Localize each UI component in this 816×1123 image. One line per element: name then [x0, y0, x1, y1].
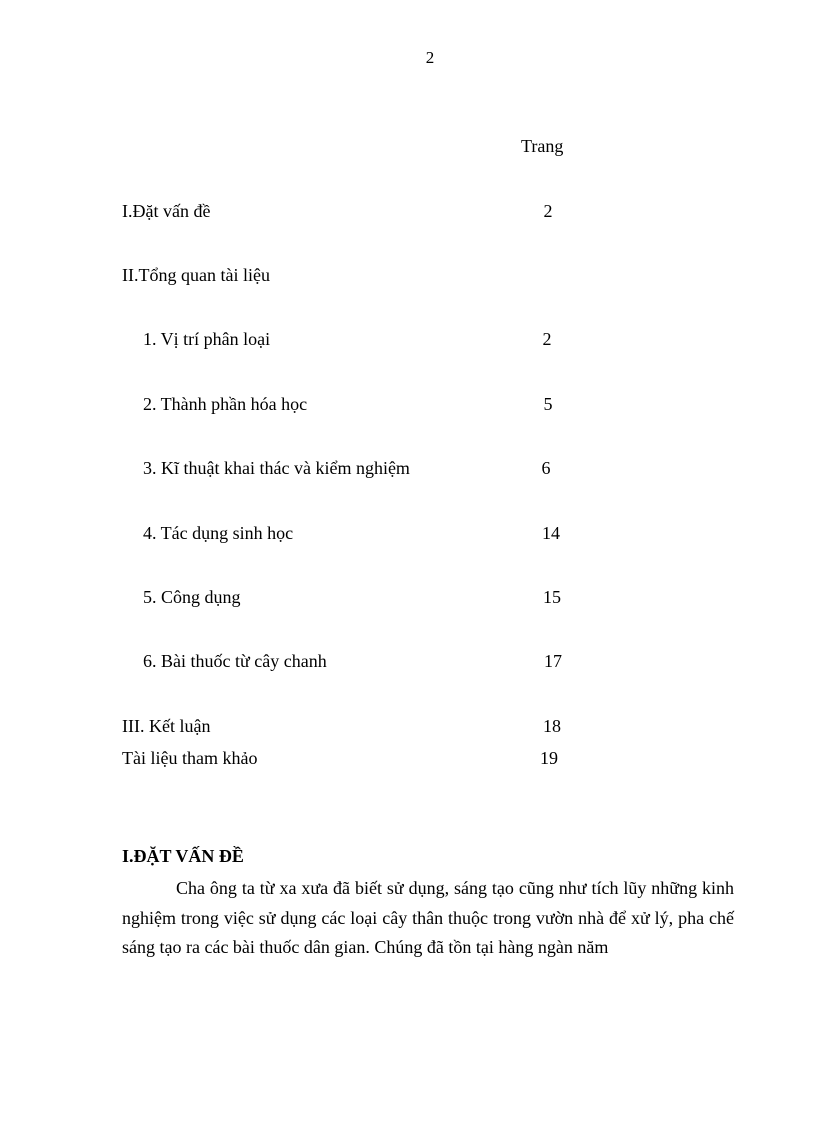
toc-entry-label: 1. Vị trí phân loại	[143, 329, 271, 349]
toc-entry-label: 5. Công dụng	[143, 587, 241, 607]
toc-entry-page: 18	[543, 716, 561, 736]
toc-entry-page: 17	[544, 651, 562, 671]
toc-entry-label: 2. Thành phần hóa học	[143, 394, 308, 414]
toc-entry-label: 6. Bài thuốc từ cây chanh	[143, 651, 327, 671]
toc-entry-label: 3. Kĩ thuật khai thác và kiểm nghiệm	[143, 458, 410, 478]
toc-entry-page: 6	[541, 458, 551, 478]
paragraph-text: Cha ông ta từ xa xưa đã biết sử dụng, sáng tạo cũng như tích lũy những kinh nghiệm trong việc sử dụng các loại cây thân thuộc trong vườn nhà để xử lý, pha chế sáng tạo ra các bài thuốc dân gian. Chúng đã tồn tại hàng ngàn năm	[122, 878, 734, 957]
toc-entry-label: III. Kết luận	[122, 716, 211, 736]
toc-entry-label: 4. Tác dụng sinh học	[143, 523, 294, 543]
toc-entry-page: 14	[542, 523, 560, 543]
toc-entry-label: I.Đặt vấn đề	[122, 201, 211, 221]
toc-entry-page: 19	[540, 748, 558, 768]
toc-entry-label: Tài liệu tham khảo	[122, 748, 258, 768]
toc-entry-page: 2	[543, 201, 553, 221]
toc-entry-page: 2	[542, 329, 552, 349]
toc-entry-page: 5	[543, 394, 553, 414]
toc-page-column-header: Trang	[521, 136, 564, 156]
toc-entry-label: II.Tổng quan tài liệu	[122, 265, 270, 285]
page-number: 2	[425, 48, 435, 67]
section-paragraph	[122, 874, 734, 963]
toc-entry-page: 15	[543, 587, 561, 607]
section-heading: I.ĐẶT VẤN ĐỀ	[122, 846, 244, 866]
